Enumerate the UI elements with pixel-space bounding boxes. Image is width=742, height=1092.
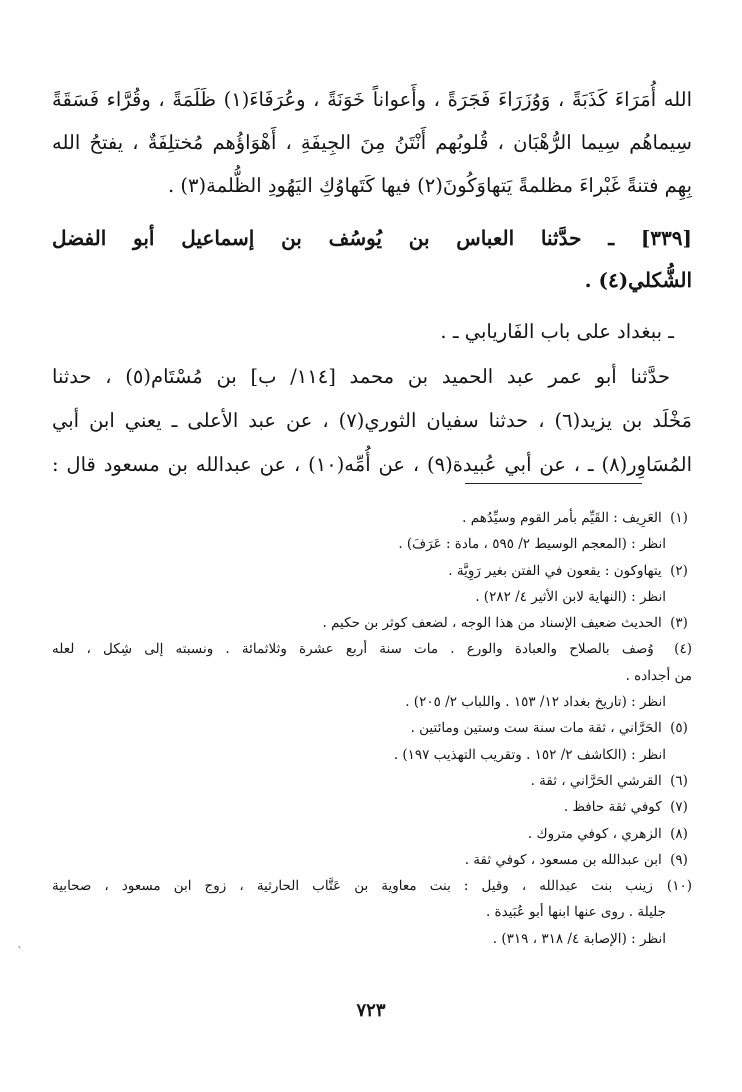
footnote-text: انظر : (تاريخ بغداد ١٢/ ١٥٣ . واللباب ٢/ ٢٠٥) . xyxy=(405,694,666,711)
place-note xyxy=(52,311,692,353)
text-line: الله أُمَرَاءَ كَذَبَةً ، وَوُزَرَاءَ فَجَرَةً ، وأَعواناً خَوَنَةً ، وعُرَفَاءَ(١) ظَلَمَةً ، وقُرَّاء فَسَقَةً xyxy=(52,88,692,111)
text-line: سِيماهُم سِيما الرُّهْبَان ، قُلوبُهم أَنْتَنُ مِنَ الجِيفَةِ ، أَهْوَاؤُهم مُختلِفَةٌ ، يفتحُ الله xyxy=(52,131,692,154)
footnote-number: (٤) xyxy=(674,641,692,658)
footnote-text: انظر : (المعجم الوسيط ٢/ ٥٩٥ ، مادة : عَرَفَ) . xyxy=(398,536,666,553)
footnote-text: وُصف بالصلاح والعبادة والورع . مات سنة أربع عشرة وثلاثمائة . ونسبته إلى شِكل ، لعله xyxy=(52,641,654,658)
footnote-line xyxy=(52,847,692,873)
footnote-line xyxy=(52,768,692,794)
footnote-line xyxy=(52,689,692,715)
footnote-number: (٧) xyxy=(670,799,688,816)
margin-mark: ˋ xyxy=(17,945,23,959)
heading-line: الشُّكلي(٤) . xyxy=(584,268,692,292)
footnote-line xyxy=(52,873,692,899)
footnotes xyxy=(52,505,692,952)
footnote-text: انظر : (الإصابة ٤/ ٣١٨ ، ٣١٩) . xyxy=(492,930,666,947)
footnote-line xyxy=(52,899,692,925)
footnote-text: يتهاوكون : يقعون في الفتن بغير رَوِيَّة . xyxy=(448,562,662,579)
page-number: ٧٢٣ xyxy=(356,1000,386,1021)
footnote-text: كوفي ثقة حافظ . xyxy=(563,799,662,816)
footnote-line xyxy=(52,742,692,768)
footnote-number: (١) xyxy=(670,510,688,526)
footnote-number: (٣) xyxy=(670,615,688,632)
hadith-heading xyxy=(52,217,692,301)
footnote-number: (٥) xyxy=(670,720,688,737)
footnote-line xyxy=(52,715,692,741)
footnote-text: انظر : (النهاية لابن الأثير ٤/ ٢٨٢) . xyxy=(475,588,666,605)
footnote-line xyxy=(52,636,692,662)
footnote-line xyxy=(52,794,692,820)
footnote-line xyxy=(52,558,692,584)
footnote-text: الحديث ضعيف الإسناد من هذا الوجه ، لضعف كوثر بن حكيم . xyxy=(322,615,662,632)
footnote-text: الحَرَّاني ، ثقة مات سنة ست وستين ومائتين . xyxy=(410,720,662,737)
footnote-text: من أجداده . xyxy=(625,667,692,684)
footnote-text: الزهري ، كوفي متروك . xyxy=(527,825,662,842)
main-text xyxy=(52,78,692,487)
footnote-separator xyxy=(465,483,642,484)
footnote-text: القرشي الحَرَّاني ، ثقة . xyxy=(530,772,662,789)
footnote-text: جليلة . روى عنها ابنها أبو عُبَيدة . xyxy=(485,904,666,921)
footnote-text: انظر : (الكاشف ٢/ ١٥٢ . وتقريب التهذيب ١٩٧) . xyxy=(393,746,666,763)
footnote-number: (٩) xyxy=(670,851,688,868)
footnote-text: زينب بنت عبدالله ، وقيل : بنت معاوية بن عَتَّاب الحارثية ، زوج ابن مسعود ، صحابية xyxy=(52,878,653,895)
paragraph-hadith-text xyxy=(52,78,692,207)
isnad-line: حدَّثنا أبو عمر عبد الحميد بن محمد [١١٤/ ب] بن مُسْتَام(٥) ، حدثنا xyxy=(52,365,671,388)
place-line: ـ ببغداد على باب الفَاريابي ـ . xyxy=(440,320,674,343)
text-line: بِهِم فتنةً غَبْراءَ مظلمةً يَتهاوَكُونَ(٢) فيها كَتَهاوُكِ اليَهُودِ الظُّلمة(٣) . xyxy=(168,174,692,197)
footnote-line xyxy=(52,531,692,557)
footnote-line xyxy=(52,663,692,689)
footnote-line xyxy=(52,926,692,952)
footnote-number: (٨) xyxy=(670,825,688,842)
footnote-text: العَرِيف : القَيِّم بأمر القوم وسيِّدُهم . xyxy=(462,510,662,526)
footnote-line xyxy=(52,821,692,847)
footnote-number: (١٠) xyxy=(666,878,692,895)
isnad-paragraph xyxy=(52,355,692,487)
footnote-number: (٢) xyxy=(670,562,688,579)
footnote-line xyxy=(52,610,692,636)
heading-line: [٣٣٩] ـ حدَّثنا العباس بن يُوسُف بن إسماعيل أبو الفضل xyxy=(52,226,692,250)
footnote-line xyxy=(52,505,692,531)
isnad-line: مَخْلَد بن يزيد(٦) ، حدثنا سفيان الثوري(٧) ، عن عبد الأعلى ـ يعني ابن أبي xyxy=(52,409,692,432)
isnad-line: المُسَاوِر(٨) ـ ، عن أبي عُبيدة(٩) ، عن أُمِّه(١٠) ، عن عبدالله بن مسعود قال : xyxy=(52,453,692,476)
footnote-text: ابن عبدالله بن مسعود ، كوفي ثقة . xyxy=(464,851,662,868)
footnote-number: (٦) xyxy=(670,772,688,789)
footnote-line xyxy=(52,584,692,610)
